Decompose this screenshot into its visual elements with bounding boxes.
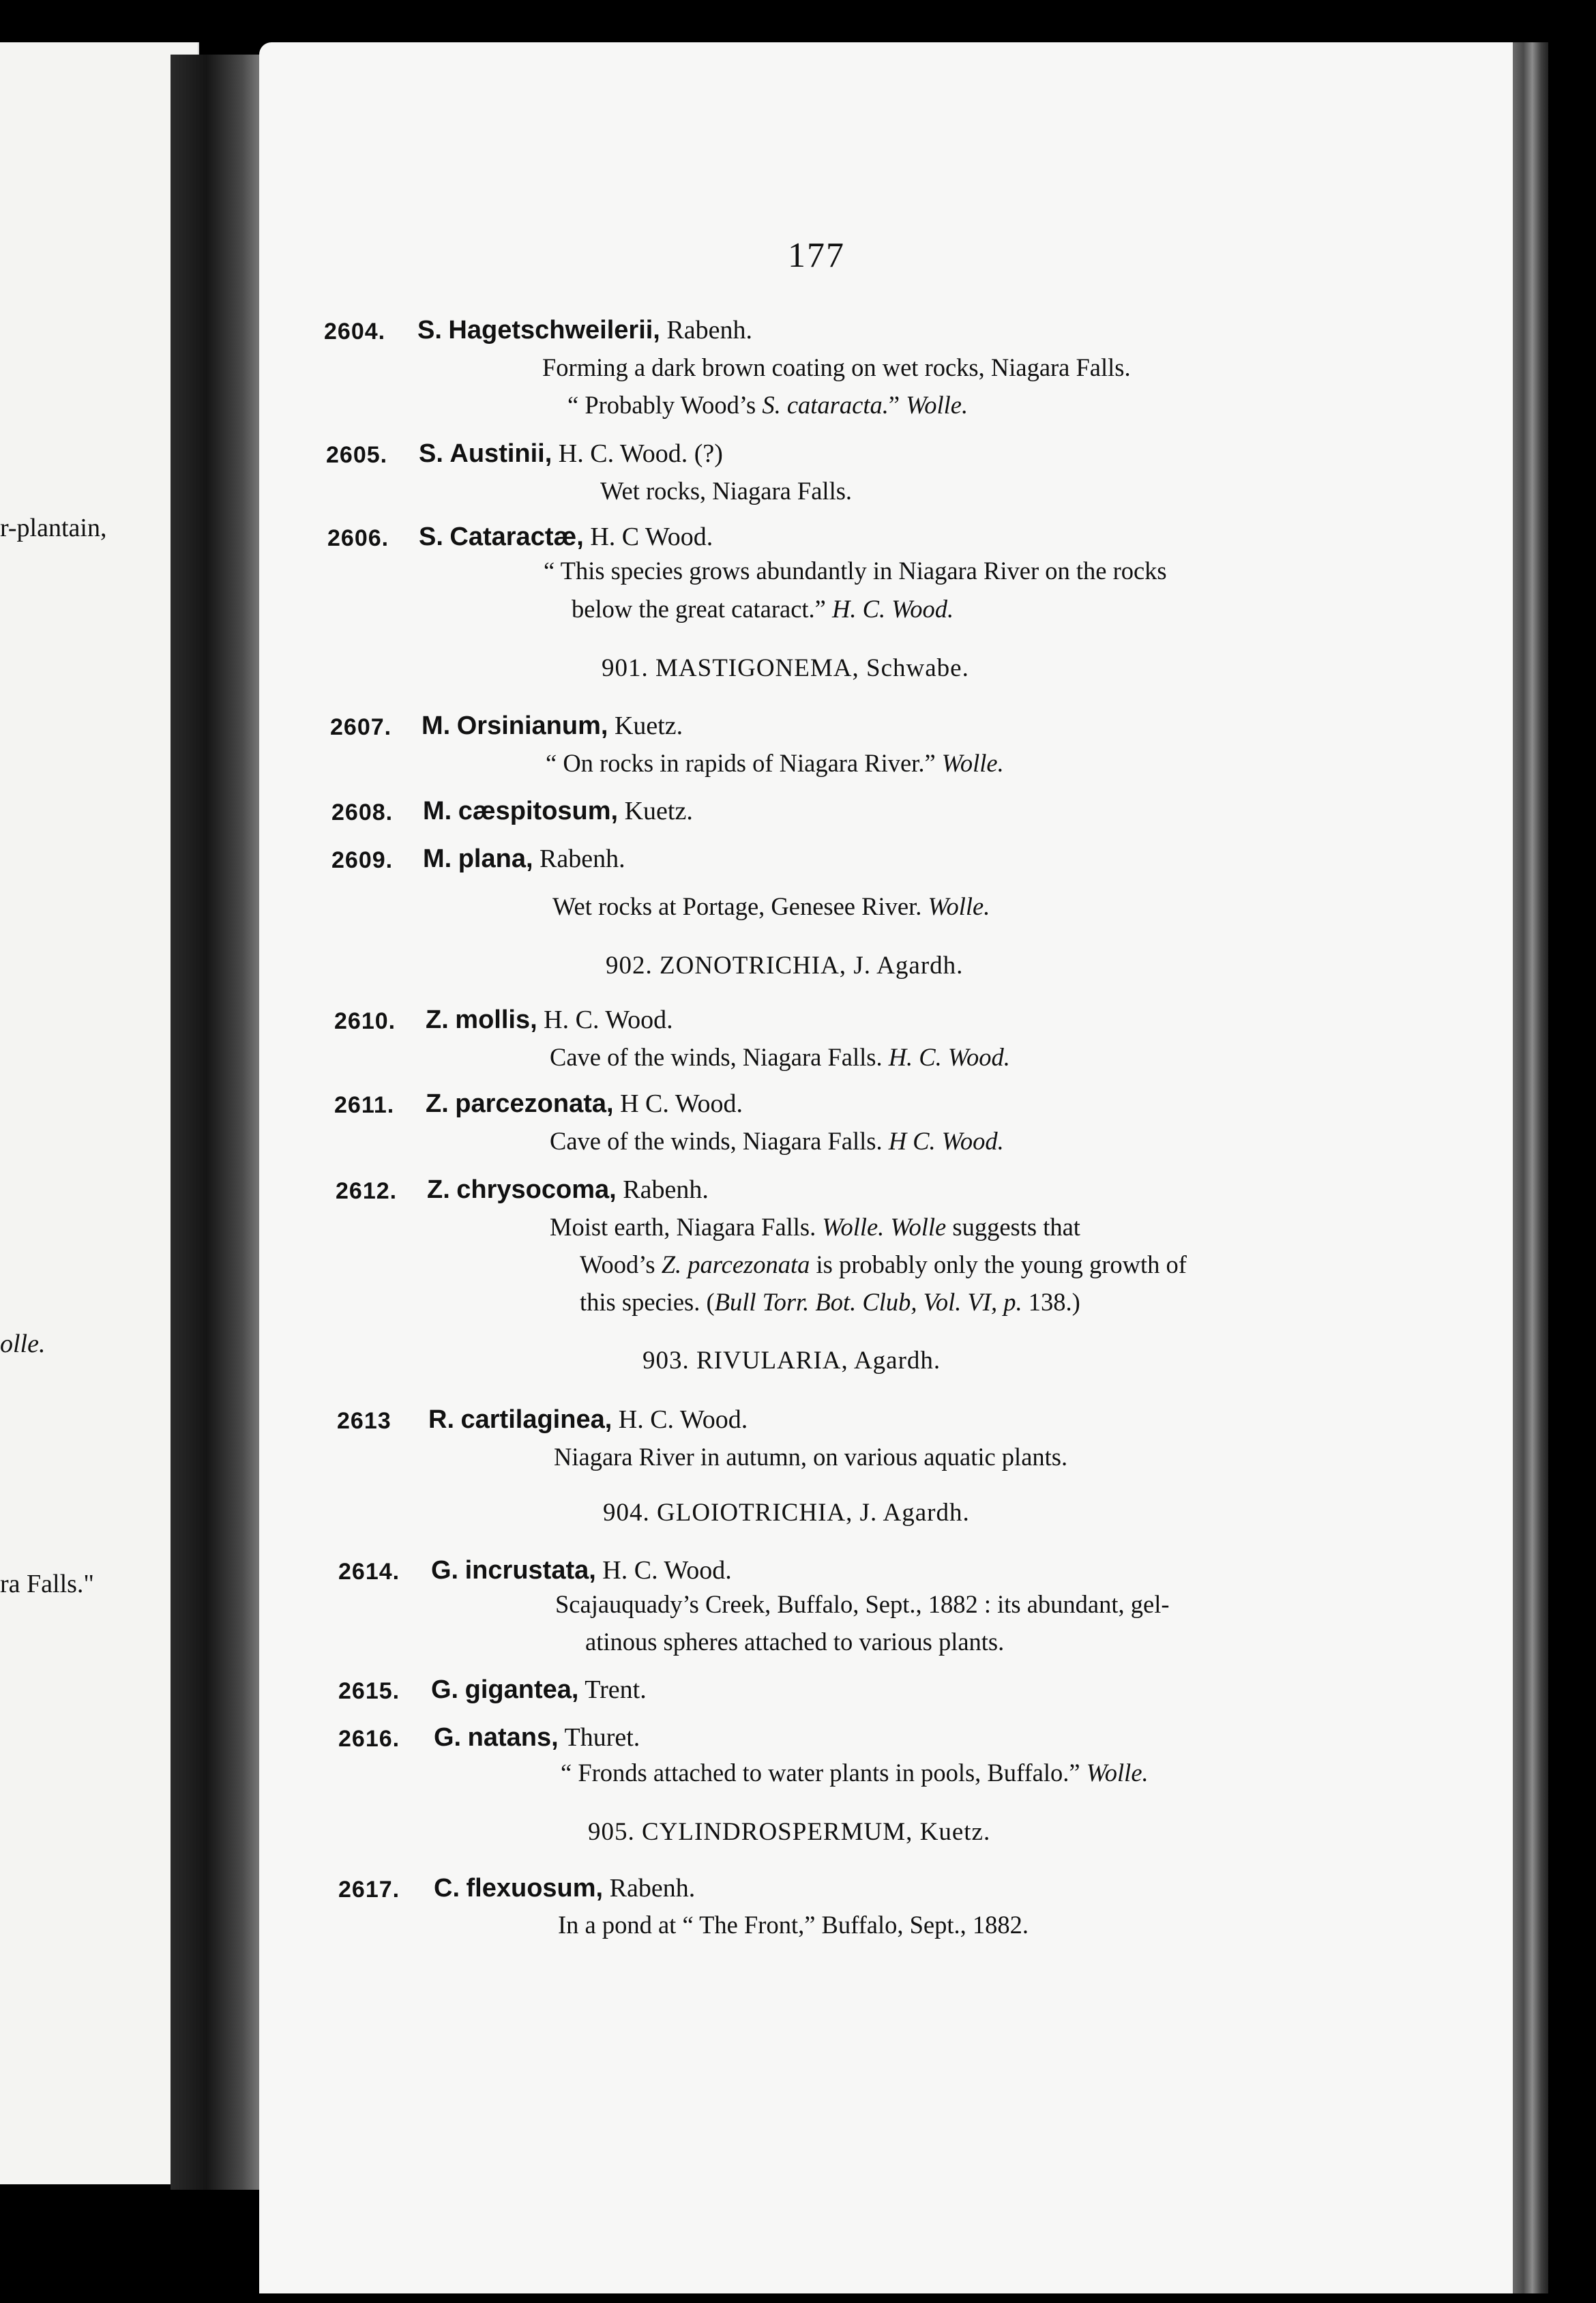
entry-number: 2615. [338,1678,400,1704]
entry-description: In a pond at “ The Front,” Buffalo, Sept., 1882. [558,1911,1029,1939]
entry-number: 2605. [326,442,388,468]
entry-description: “ Fronds attached to water plants in pools, Buffalo.” Wolle. [561,1759,1149,1787]
genus-heading: 904. GLOIOTRICHIA, J. Agardh. [603,1499,970,1527]
entry-number: 2614. [338,1559,400,1585]
species-heading: Z. parcezonata, H C. Wood. [426,1089,743,1118]
entry-number: 2604. [324,319,386,344]
species-heading: C. flexuosum, Rabenh. [434,1874,696,1903]
species-heading: M. cæspitosum, Kuetz. [423,797,693,825]
species-heading: S. Austinii, H. C. Wood. (?) [419,439,723,468]
species-heading: G. gigantea, Trent. [431,1675,647,1704]
entry-number: 2612. [336,1178,398,1204]
entry-number: 2611. [334,1092,395,1118]
entry-description: Moist earth, Niagara Falls. Wolle. Wolle suggests that [550,1213,1080,1241]
entry-number: 2606. [327,525,389,551]
entry-description: “ On rocks in rapids of Niagara River.” Wolle. [546,749,1004,777]
entry-description: atinous spheres attached to various plants. [585,1628,1005,1656]
species-heading: R. cartilaginea, H. C. Wood. [428,1405,748,1434]
entry-number: 2608. [331,800,394,825]
entry-number: 2617. [338,1877,400,1903]
book-gutter [171,55,273,2190]
page-edge [1513,42,1548,2293]
species-heading: S. Cataractæ, H. C Wood. [419,523,713,551]
entry-description: Forming a dark brown coating on wet rocks, Niagara Falls. [542,353,1131,381]
facing-page [0,42,199,2184]
genus-heading: 905. CYLINDROSPERMUM, Kuetz. [588,1818,991,1846]
species-heading: G. natans, Thuret. [434,1723,640,1752]
entry-description: Wet rocks at Portage, Genesee River. Wolle. [552,892,990,920]
entry-description: this species. (Bull Torr. Bot. Club, Vol. VI, p. 138.) [580,1288,1080,1316]
entry-description: Cave of the winds, Niagara Falls. H C. Wood. [550,1127,1004,1155]
species-heading: Z. chrysocoma, Rabenh. [427,1175,709,1204]
entry-number: 2609. [331,847,394,873]
entry-number: 2607. [330,714,392,740]
entry-description: Wet rocks, Niagara Falls. [600,477,853,505]
species-heading: G. incrustata, H. C. Wood. [431,1556,732,1585]
entry-description: below the great cataract.” H. C. Wood. [572,595,954,623]
facing-page-fragment: r-plantain, [0,514,107,542]
entry-description: “ This species grows abundantly in Niagara River on the rocks [544,557,1167,585]
page-number: 177 [788,236,845,275]
entry-description: Wood’s Z. parcezonata is probably only the young growth of [580,1250,1187,1278]
entry-description: “ Probably Wood’s S. cataracta.” Wolle. [567,391,969,419]
facing-page-fragment: olle. [0,1330,46,1358]
entry-description: Cave of the winds, Niagara Falls. H. C. Wood. [550,1043,1010,1071]
species-heading: Z. mollis, H. C. Wood. [426,1006,673,1034]
genus-heading: 903. RIVULARIA, Agardh. [642,1347,941,1375]
species-heading: S. Hagetschweilerii, Rabenh. [417,316,752,344]
entry-number: 2610. [334,1008,396,1034]
species-heading: M. plana, Rabenh. [423,845,625,873]
entry-number: 2613 [337,1408,391,1434]
genus-heading: 902. ZONOTRICHIA, J. Agardh. [606,952,964,980]
species-heading: M. Orsinianum, Kuetz. [422,712,683,740]
facing-page-fragment: ra Falls." [0,1570,94,1598]
entry-description: Niagara River in autumn, on various aquatic plants. [554,1443,1068,1471]
entry-description: Scajauquady’s Creek, Buffalo, Sept., 1882 : its abundant, gel- [555,1590,1170,1618]
genus-heading: 901. MASTIGONEMA, Schwabe. [602,654,969,682]
entry-number: 2616. [338,1726,400,1752]
